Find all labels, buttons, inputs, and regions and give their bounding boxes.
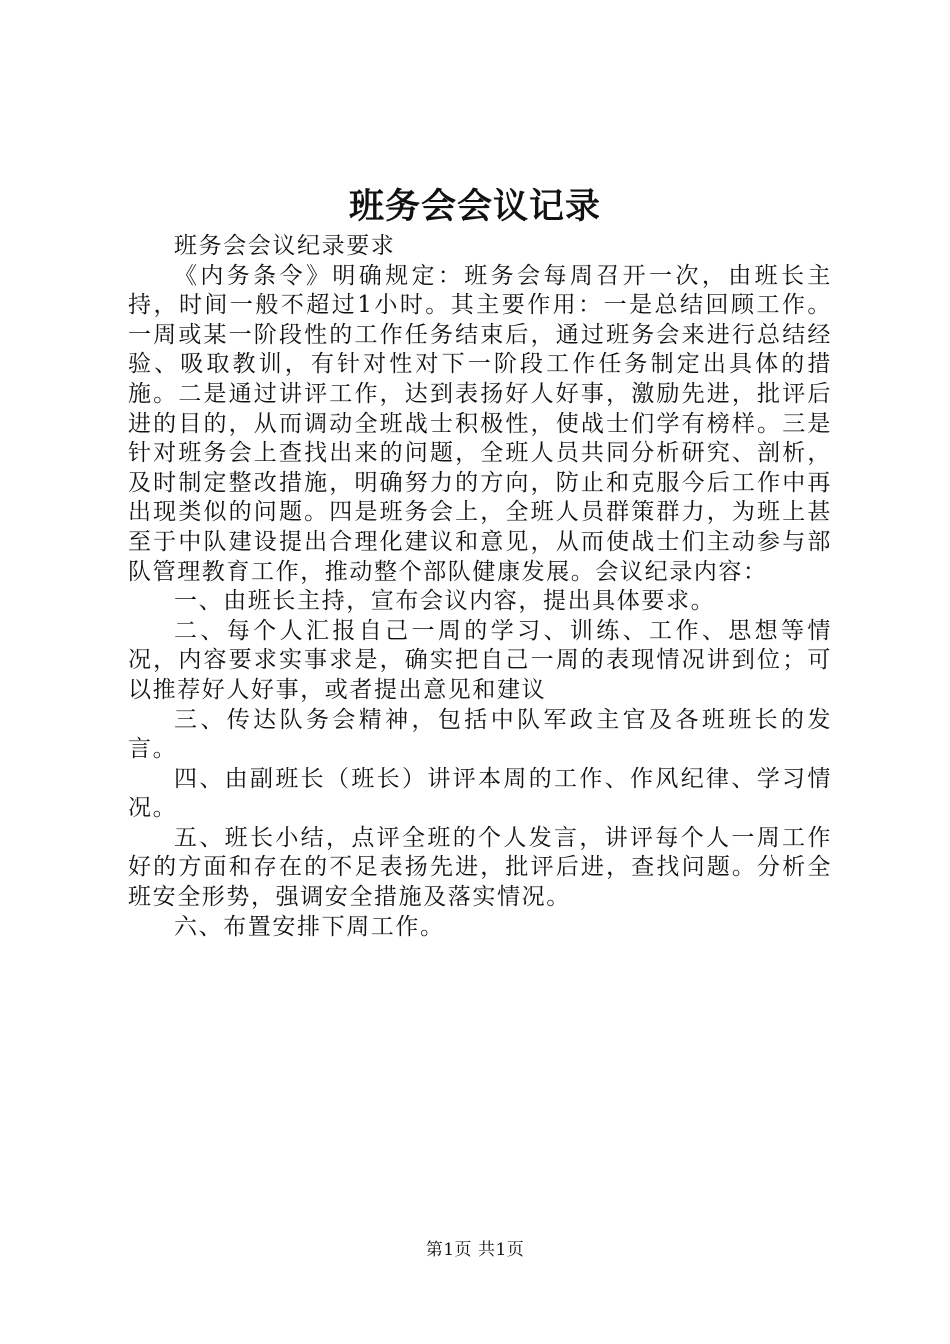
agenda-item-1: 一、由班长主持，宣布会议内容，提出具体要求。 — [174, 588, 716, 615]
intro-paragraph: 《内务条令》明确规定：班务会每周召开一次，由班长主持，时间一般不超过1小时。其主要作用：一是总结回顾工作。一周或某一阶段性的工作任务结束后，通过班务会来进行总结经验、吸取教训，有针对性对下一阶段工作任务制定出具体的措施。二是通过讲评工作，达到表扬好人好事，激励先进，批评后进的目的，从而调动全班战士积极性，使战士们学有榜样。三是针对班务会上查找出来的问题，全班人员共同分析研究、剖析，及时制定整改措施，明确努力的方向，防止和克服今后工作中再出现类似的问题。四是班务会上，全班人员群策群力，为班上甚至于中队建设提出合理化建议和意见，从而使战士们主动参与部队管理教育工作，推动整个部队健康发展。会议纪录内容： — [128, 262, 832, 585]
agenda-item-6: 六、布置安排下周工作。 — [174, 913, 445, 940]
agenda-item-3: 三、传达队务会精神，包括中队军政主官及各班班长的发言。 — [128, 706, 832, 763]
agenda-item-4: 四、由副班长（班长）讲评本周的工作、作风纪律、学习情况。 — [128, 765, 832, 822]
agenda-item-2: 二、每个人汇报自己一周的学习、训练、工作、思想等情况，内容要求实事求是，确实把自己一周的表现情况讲到位；可以推荐好人好事，或者提出意见和建议 — [128, 617, 832, 703]
page-footer: 第1页 共1页 — [425, 1240, 525, 1260]
section-heading: 班务会会议纪录要求 — [174, 233, 396, 259]
agenda-item-5: 五、班长小结，点评全班的个人发言，讲评每个人一周工作好的方面和存在的不足表扬先进，批评后进，查找问题。分析全班安全形势，强调安全措施及落实情况。 — [128, 824, 832, 911]
document-body — [128, 232, 832, 942]
document-title: 班务会会议记录 — [348, 186, 601, 227]
